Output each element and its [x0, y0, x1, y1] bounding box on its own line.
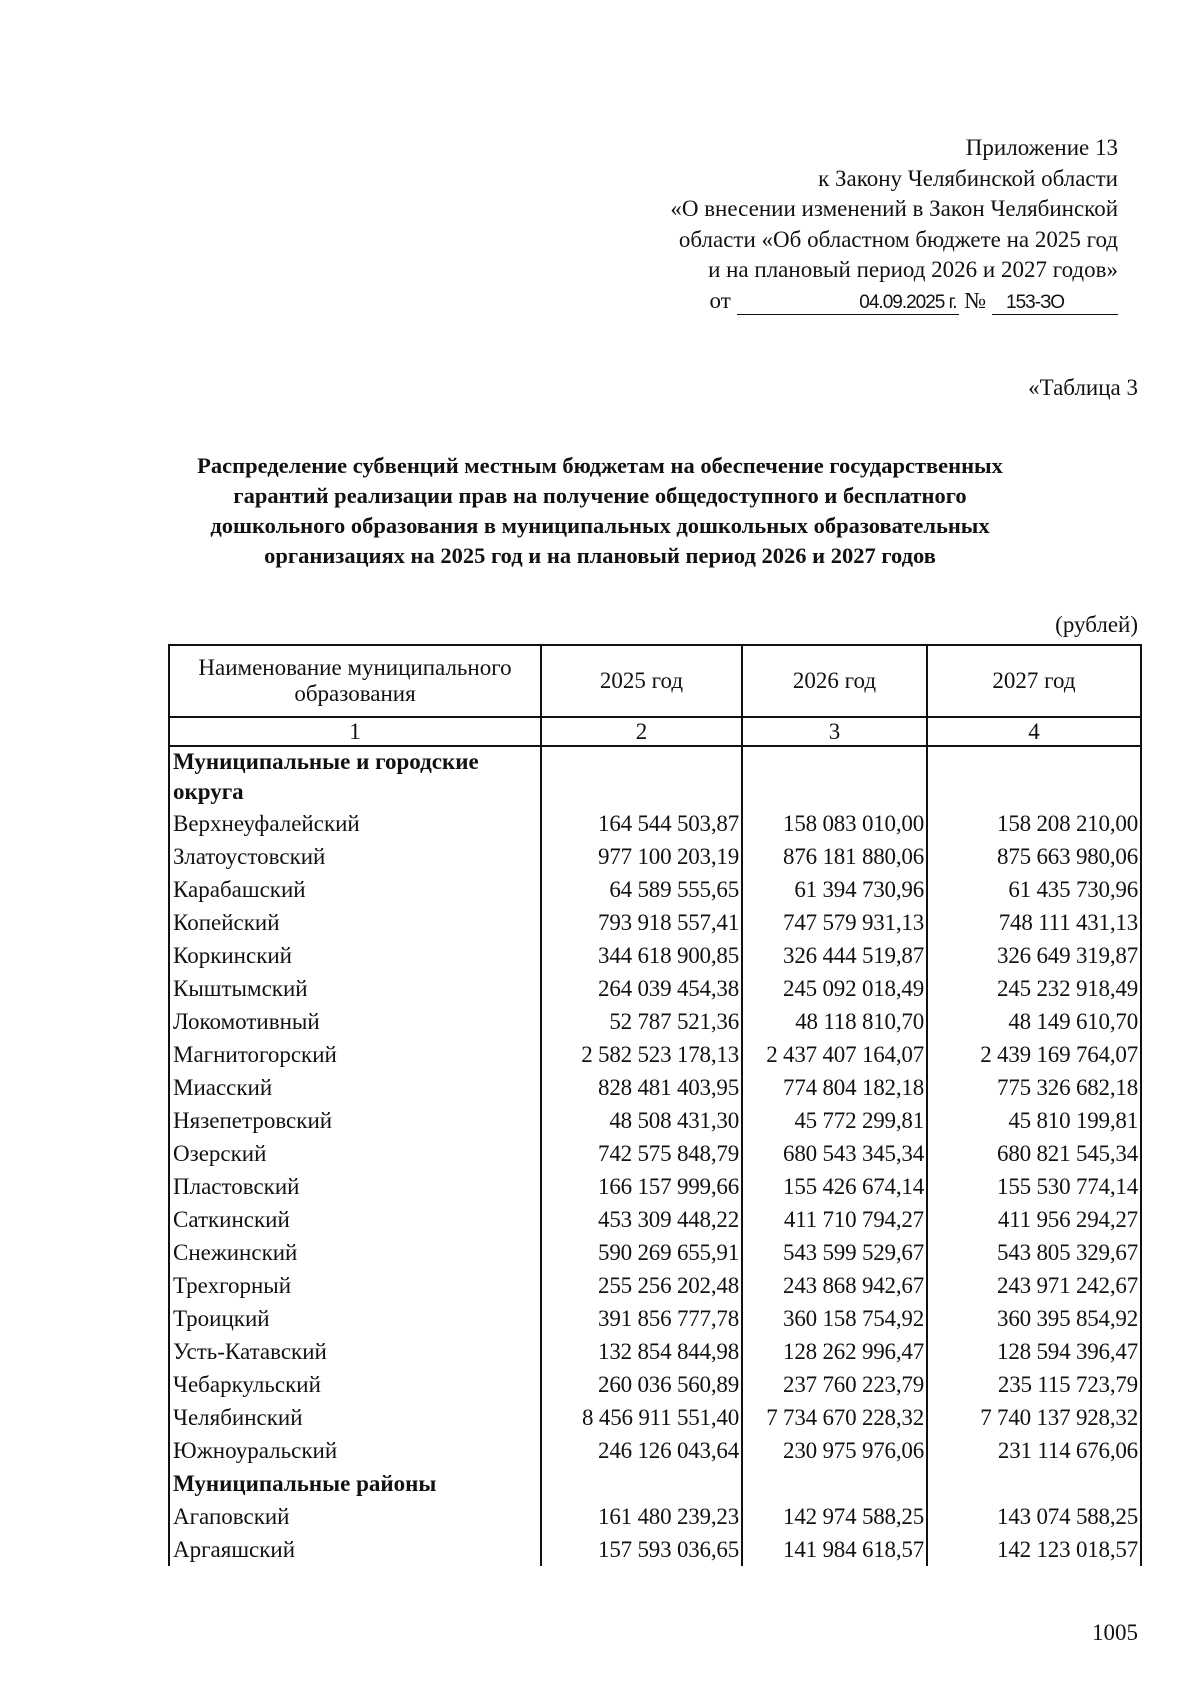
municipality-name: Кыштымский — [169, 972, 541, 1005]
value-2025: 255 256 202,48 — [541, 1269, 742, 1302]
value-2026: 360 158 754,92 — [742, 1302, 927, 1335]
title-line-1: Распределение субвенций местным бюджетам на обеспечение государственных — [197, 453, 1003, 478]
value-2025: 164 544 503,87 — [541, 807, 742, 840]
municipality-name: Троицкий — [169, 1302, 541, 1335]
value-2026: 243 868 942,67 — [742, 1269, 927, 1302]
value-2026: 230 975 976,06 — [742, 1434, 927, 1467]
header-municipality: Наименование муниципального образования — [169, 645, 541, 717]
table-label: «Таблица 3 — [1028, 375, 1138, 400]
table-row — [169, 972, 1141, 1005]
value-2025: 828 481 403,95 — [541, 1071, 742, 1104]
value-2025: 590 269 655,91 — [541, 1236, 742, 1269]
appendix-line-1: Приложение 13 — [965, 135, 1118, 160]
section-row — [169, 1467, 1141, 1500]
table-row — [169, 1005, 1141, 1038]
column-number: 3 — [742, 717, 927, 746]
header-2027: 2027 год — [927, 645, 1141, 717]
municipality-name: Челябинский — [169, 1401, 541, 1434]
unit-label: (рублей) — [1055, 612, 1138, 637]
value-2025: 132 854 844,98 — [541, 1335, 742, 1368]
value-2026: 45 772 299,81 — [742, 1104, 927, 1137]
municipality-name: Чебаркульский — [169, 1368, 541, 1401]
value-2025: 260 036 560,89 — [541, 1368, 742, 1401]
law-date-number-line — [498, 286, 1118, 317]
value-2027: 775 326 682,18 — [927, 1071, 1141, 1104]
table-row — [169, 939, 1141, 972]
law-date: 04.09.2025 г. — [737, 292, 959, 315]
municipality-name: Магнитогорский — [169, 1038, 541, 1071]
municipality-name: Аргаяшский — [169, 1533, 541, 1566]
table-row — [169, 873, 1141, 906]
table-row — [169, 1038, 1141, 1071]
page-number: 1005 — [1092, 1620, 1138, 1645]
municipality-name: Снежинский — [169, 1236, 541, 1269]
value-2027: 155 530 774,14 — [927, 1170, 1141, 1203]
municipality-name: Пластовский — [169, 1170, 541, 1203]
municipality-name: Копейский — [169, 906, 541, 939]
value-2027: 245 232 918,49 — [927, 972, 1141, 1005]
column-number: 2 — [541, 717, 742, 746]
section-heading: Муниципальные и городские округа — [169, 746, 541, 807]
table-row — [169, 1236, 1141, 1269]
value-2027: 142 123 018,57 — [927, 1533, 1141, 1566]
municipality-name: Локомотивный — [169, 1005, 541, 1038]
municipality-name: Озерский — [169, 1137, 541, 1170]
municipality-name: Саткинский — [169, 1203, 541, 1236]
table-row — [169, 1401, 1141, 1434]
value-2025: 161 480 239,23 — [541, 1500, 742, 1533]
value-2027: 128 594 396,47 — [927, 1335, 1141, 1368]
table-row — [169, 1104, 1141, 1137]
value-2025: 453 309 448,22 — [541, 1203, 742, 1236]
table-row — [169, 906, 1141, 939]
section-heading: Муниципальные районы — [169, 1467, 541, 1500]
value-2027: 158 208 210,00 — [927, 807, 1141, 840]
value-2027: 243 971 242,67 — [927, 1269, 1141, 1302]
value-2026: 237 760 223,79 — [742, 1368, 927, 1401]
value-2027: 143 074 588,25 — [927, 1500, 1141, 1533]
value-2026: 411 710 794,27 — [742, 1203, 927, 1236]
value-2025: 48 508 431,30 — [541, 1104, 742, 1137]
appendix-line-5: и на плановый период 2026 и 2027 годов» — [708, 257, 1118, 282]
table-header-row — [169, 645, 1141, 717]
municipality-name: Нязепетровский — [169, 1104, 541, 1137]
subvention-table — [168, 644, 1142, 1566]
header-2025: 2025 год — [541, 645, 742, 717]
value-2026: 48 118 810,70 — [742, 1005, 927, 1038]
value-2027: 543 805 329,67 — [927, 1236, 1141, 1269]
table-row — [169, 1335, 1141, 1368]
municipality-name: Карабашский — [169, 873, 541, 906]
column-number: 1 — [169, 717, 541, 746]
value-2027: 61 435 730,96 — [927, 873, 1141, 906]
value-2026: 543 599 529,67 — [742, 1236, 927, 1269]
appendix-line-4: области «Об областном бюджете на 2025 год — [678, 226, 1118, 252]
document-title — [150, 451, 1050, 571]
number-sign: № — [964, 287, 987, 313]
table-row — [169, 1203, 1141, 1236]
appendix-line-2: к Закону Челябинской области — [818, 165, 1118, 191]
value-2025: 166 157 999,66 — [541, 1170, 742, 1203]
value-2026: 747 579 931,13 — [742, 906, 927, 939]
value-2027: 2 439 169 764,07 — [927, 1038, 1141, 1071]
table-row — [169, 1071, 1141, 1104]
table-body — [169, 746, 1141, 1566]
value-2026: 2 437 407 164,07 — [742, 1038, 927, 1071]
value-2027: 360 395 854,92 — [927, 1302, 1141, 1335]
municipality-name: Коркинский — [169, 939, 541, 972]
value-2025: 246 126 043,64 — [541, 1434, 742, 1467]
value-2025: 157 593 036,65 — [541, 1533, 742, 1566]
value-2025: 52 787 521,36 — [541, 1005, 742, 1038]
value-2026: 142 974 588,25 — [742, 1500, 927, 1533]
table-row — [169, 1269, 1141, 1302]
appendix-header — [498, 133, 1118, 316]
value-2025: 742 575 848,79 — [541, 1137, 742, 1170]
value-2025: 977 100 203,19 — [541, 840, 742, 873]
municipality-name: Усть-Катавский — [169, 1335, 541, 1368]
municipality-name: Трехгорный — [169, 1269, 541, 1302]
value-2026: 774 804 182,18 — [742, 1071, 927, 1104]
value-2027: 411 956 294,27 — [927, 1203, 1141, 1236]
section-row — [169, 746, 1141, 807]
value-2027: 7 740 137 928,32 — [927, 1401, 1141, 1434]
value-2027: 48 149 610,70 — [927, 1005, 1141, 1038]
law-number: 153-ЗО — [992, 292, 1118, 315]
value-2026: 61 394 730,96 — [742, 873, 927, 906]
table-row — [169, 1137, 1141, 1170]
title-line-4: организациях на 2025 год и на плановый период 2026 и 2027 годов — [264, 543, 936, 568]
table-row — [169, 840, 1141, 873]
value-2026: 245 092 018,49 — [742, 972, 927, 1005]
title-line-2: гарантий реализации прав на получение общедоступного и бесплатного — [233, 483, 967, 508]
table-row — [169, 807, 1141, 840]
municipality-name: Златоустовский — [169, 840, 541, 873]
value-2027: 680 821 545,34 — [927, 1137, 1141, 1170]
value-2027: 326 649 319,87 — [927, 939, 1141, 972]
value-2025: 264 039 454,38 — [541, 972, 742, 1005]
value-2026: 876 181 880,06 — [742, 840, 927, 873]
value-2026: 128 262 996,47 — [742, 1335, 927, 1368]
value-2027: 45 810 199,81 — [927, 1104, 1141, 1137]
value-2025: 344 618 900,85 — [541, 939, 742, 972]
value-2027: 235 115 723,79 — [927, 1368, 1141, 1401]
value-2027: 231 114 676,06 — [927, 1434, 1141, 1467]
value-2027: 748 111 431,13 — [927, 906, 1141, 939]
ot-label: от — [709, 287, 731, 313]
value-2025: 2 582 523 178,13 — [541, 1038, 742, 1071]
title-line-3: дошкольного образования в муниципальных дошкольных образовательных — [210, 513, 990, 538]
table-row — [169, 1533, 1141, 1566]
value-2026: 680 543 345,34 — [742, 1137, 927, 1170]
value-2026: 141 984 618,57 — [742, 1533, 927, 1566]
value-2025: 391 856 777,78 — [541, 1302, 742, 1335]
table-row — [169, 1500, 1141, 1533]
table-row — [169, 1368, 1141, 1401]
column-number-row — [169, 717, 1141, 746]
value-2026: 158 083 010,00 — [742, 807, 927, 840]
value-2026: 326 444 519,87 — [742, 939, 927, 972]
value-2026: 7 734 670 228,32 — [742, 1401, 927, 1434]
value-2026: 155 426 674,14 — [742, 1170, 927, 1203]
table-row — [169, 1302, 1141, 1335]
value-2025: 793 918 557,41 — [541, 906, 742, 939]
municipality-name: Южноуральский — [169, 1434, 541, 1467]
value-2025: 8 456 911 551,40 — [541, 1401, 742, 1434]
table-row — [169, 1434, 1141, 1467]
municipality-name: Верхнеуфалейский — [169, 807, 541, 840]
value-2025: 64 589 555,65 — [541, 873, 742, 906]
table-row — [169, 1170, 1141, 1203]
municipality-name: Агаповский — [169, 1500, 541, 1533]
municipality-name: Миасский — [169, 1071, 541, 1104]
value-2027: 875 663 980,06 — [927, 840, 1141, 873]
header-2026: 2026 год — [742, 645, 927, 717]
column-number: 4 — [927, 717, 1141, 746]
appendix-line-3: «О внесении изменений в Закон Челябинской — [670, 196, 1118, 221]
